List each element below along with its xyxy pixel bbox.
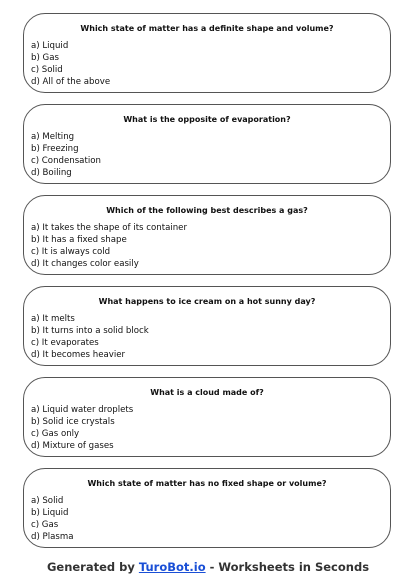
question-text: Which state of matter has no fixed shape or volume?	[87, 479, 327, 488]
option-c: c) Gas only	[31, 428, 80, 439]
question-card-3	[23, 195, 391, 275]
option-c: c) Gas	[31, 519, 59, 530]
option-d: d) Boiling	[31, 167, 72, 178]
turobot-link[interactable]: TuroBot.io	[138, 560, 206, 574]
question-card-5	[23, 377, 391, 457]
option-b: b) Solid ice crystals	[31, 416, 115, 427]
option-d: d) Mixture of gases	[31, 440, 114, 451]
question-card-1	[23, 13, 391, 93]
option-d: d) All of the above	[31, 76, 111, 87]
option-a: a) Liquid water droplets	[31, 405, 134, 415]
option-c: c) Condensation	[31, 155, 101, 166]
question-text: Which of the following best describes a gas?	[106, 206, 308, 215]
option-a: a) It takes the shape of its container	[31, 223, 187, 233]
footer-suffix: - Worksheets in Seconds	[205, 560, 370, 574]
option-a: a) Liquid	[31, 41, 69, 51]
question-text: Which state of matter has a definite shape and volume?	[80, 24, 334, 33]
option-a: a) Melting	[31, 132, 75, 142]
question-text: What is a cloud made of?	[150, 388, 264, 397]
footer	[0, 560, 416, 574]
question-text: What happens to ice cream on a hot sunny day?	[98, 297, 316, 306]
option-d: d) It changes color easily	[31, 258, 139, 269]
option-b: b) It has a fixed shape	[31, 234, 127, 245]
options-list	[31, 405, 133, 453]
options-list	[31, 132, 101, 180]
option-b: b) Freezing	[31, 143, 79, 154]
option-c: c) It evaporates	[31, 337, 99, 348]
option-c: c) It is always cold	[31, 246, 111, 257]
options-list	[31, 41, 110, 89]
question-card-6	[23, 468, 391, 548]
footer-prefix: Generated by	[46, 560, 139, 574]
option-c: c) Solid	[31, 64, 63, 75]
option-a: a) Solid	[31, 496, 64, 506]
options-list	[31, 223, 187, 271]
option-d: d) Plasma	[31, 531, 74, 542]
question-card-4	[23, 286, 391, 366]
option-d: d) It becomes heavier	[31, 349, 126, 360]
option-b: b) It turns into a solid block	[31, 325, 149, 336]
question-card-2	[23, 104, 391, 184]
options-list	[31, 314, 149, 362]
option-b: b) Liquid	[31, 507, 69, 518]
option-b: b) Gas	[31, 52, 59, 63]
option-a: a) It melts	[31, 314, 75, 324]
options-list	[31, 496, 74, 544]
question-text: What is the opposite of evaporation?	[123, 115, 291, 124]
